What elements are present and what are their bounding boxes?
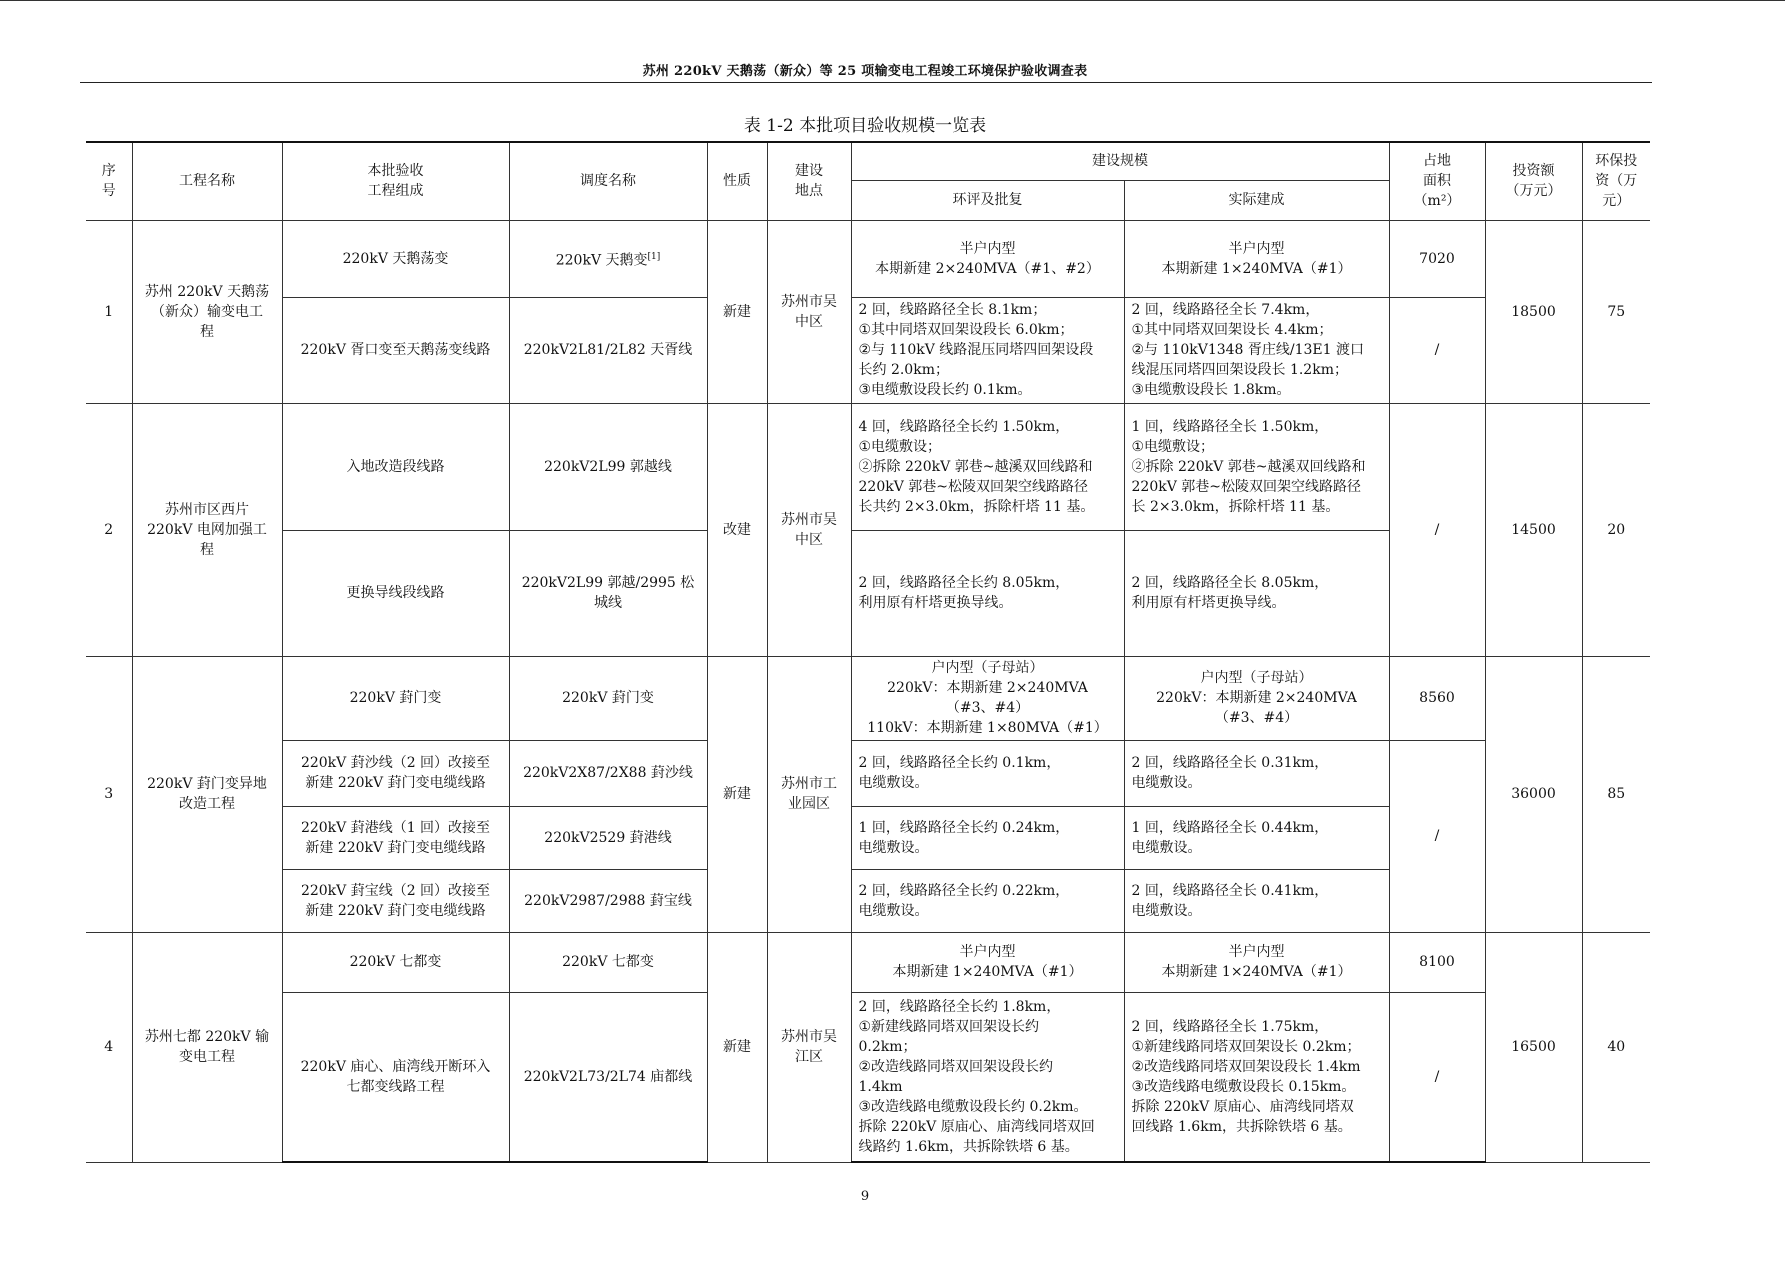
header-investment: 投资额 （万元） xyxy=(1485,142,1582,220)
dispatch-cell xyxy=(509,220,707,297)
page-number: 9 xyxy=(860,1189,870,1204)
actual-scale-cell: 2 回，线路路径全长 8.05km， 利用原有杆塔更换导线。 xyxy=(1124,530,1389,656)
nature-cell: 新建 xyxy=(707,932,767,1162)
approved-scale-cell: 2 回，线路路径全长约 1.8km， ①新建线路同塔双回架设长约 0.2km； ②改造线路同塔双回架设段长约 1.4km ③改造线路电缆敷设段长约 0.2km。 拆除 220kV 原庙心、庙湾线同塔双回 线路约 1.6km，共拆除铁塔 6 基。 xyxy=(851,992,1124,1162)
table-row xyxy=(86,932,1650,992)
header-seq: 序 号 xyxy=(86,142,132,220)
dispatch-cell: 220kV2X87/2X88 葑沙线 xyxy=(509,740,707,806)
seq-cell: 2 xyxy=(86,403,132,656)
header-dispatch-name: 调度名称 xyxy=(509,142,707,220)
project-name-cell: 苏州 220kV 天鹅荡 （新众）输变电工 程 xyxy=(132,220,282,403)
dispatch-cell: 220kV2L99 郭越/2995 松 城线 xyxy=(509,530,707,656)
composition-cell: 220kV 葑港线（1 回）改接至 新建 220kV 葑门变电缆线路 xyxy=(282,806,509,869)
approved-scale-cell: 2 回，线路路径全长 8.1km； ①其中同塔双回架设段长 6.0km； ②与 110kV 线路混压同塔四回架设段 长约 2.0km； ③电缆敷设段长约 0.1km。 xyxy=(851,297,1124,403)
nature-cell: 改建 xyxy=(707,403,767,656)
dispatch-cell: 220kV2L73/2L74 庙都线 xyxy=(509,992,707,1162)
project-name-cell: 苏州七都 220kV 输 变电工程 xyxy=(132,932,282,1162)
actual-scale-cell: 2 回，线路路径全长 0.41km， 电缆敷设。 xyxy=(1124,869,1389,932)
approved-scale-cell: 4 回，线路路径全长约 1.50km， ①电缆敷设； ②拆除 220kV 郭巷~越溪双回线路和 220kV 郭巷~松陵双回架空线路路径 长共约 2×3.0km，拆除杆塔 11 基。 xyxy=(851,403,1124,530)
approved-scale-cell: 2 回，线路路径全长约 8.05km， 利用原有杆塔更换导线。 xyxy=(851,530,1124,656)
land-area-cell: / xyxy=(1389,992,1485,1162)
approved-scale-cell: 2 回，线路路径全长约 0.1km， 电缆敷设。 xyxy=(851,740,1124,806)
composition-cell: 220kV 七都变 xyxy=(282,932,509,992)
running-header: 苏州 220kV 天鹅荡（新众）等 25 项输变电工程竣工环境保护验收调查表 xyxy=(642,64,1088,79)
dispatch-cell: 220kV2529 葑港线 xyxy=(509,806,707,869)
approved-scale-cell: 户内型（子母站） 220kV：本期新建 2×240MVA （#3、#4） 110kV：本期新建 1×80MVA（#1） xyxy=(851,656,1124,740)
acceptance-scale-table xyxy=(86,141,1650,1163)
location-cell: 苏州市吴 中区 xyxy=(767,403,851,656)
composition-cell: 220kV 葑门变 xyxy=(282,656,509,740)
investment-cell: 18500 xyxy=(1485,220,1582,403)
dispatch-cell: 220kV2987/2988 葑宝线 xyxy=(509,869,707,932)
table-row xyxy=(86,220,1650,297)
table-title: 表 1-2 本批项目验收规模一览表 xyxy=(743,116,987,136)
approved-scale-cell: 半户内型 本期新建 1×240MVA（#1） xyxy=(851,932,1124,992)
dispatch-cell: 220kV2L81/2L82 天胥线 xyxy=(509,297,707,403)
seq-cell: 1 xyxy=(86,220,132,403)
header-land-area: 占地 面积 （m²） xyxy=(1389,142,1485,220)
actual-scale-cell: 户内型（子母站） 220kV：本期新建 2×240MVA （#3、#4） xyxy=(1124,656,1389,740)
dispatch-footnote-ref: [1] xyxy=(647,251,661,262)
dispatch-text: 220kV 天鹅变 xyxy=(555,252,648,269)
actual-scale-cell: 半户内型 本期新建 1×240MVA（#1） xyxy=(1124,220,1389,297)
header-scale-approved: 环评及批复 xyxy=(851,180,1124,220)
table-row xyxy=(86,403,1650,530)
land-area-cell: 7020 xyxy=(1389,220,1485,297)
approved-scale-cell: 2 回，线路路径全长约 0.22km， 电缆敷设。 xyxy=(851,869,1124,932)
header-location: 建设 地点 xyxy=(767,142,851,220)
table-row xyxy=(86,656,1650,740)
location-cell: 苏州市工 业园区 xyxy=(767,656,851,932)
composition-cell: 220kV 天鹅荡变 xyxy=(282,220,509,297)
actual-scale-cell: 2 回，线路路径全长 7.4km， ①其中同塔双回架设长 4.4km； ②与 110kV1348 胥庄线/13E1 渡口 线混压同塔四回架设段长 1.2km； ③电缆敷设段长 1.8km。 xyxy=(1124,297,1389,403)
actual-scale-cell: 1 回，线路路径全长 0.44km， 电缆敷设。 xyxy=(1124,806,1389,869)
project-name-cell: 220kV 葑门变异地 改造工程 xyxy=(132,656,282,932)
composition-cell: 更换导线段线路 xyxy=(282,530,509,656)
composition-cell: 220kV 葑宝线（2 回）改接至 新建 220kV 葑门变电缆线路 xyxy=(282,869,509,932)
page-top-border xyxy=(0,0,1785,1)
composition-cell: 220kV 庙心、庙湾线开断环入 七都变线路工程 xyxy=(282,992,509,1162)
table-row xyxy=(86,297,1650,403)
env-investment-cell: 75 xyxy=(1582,220,1650,403)
actual-scale-cell: 2 回，线路路径全长 0.31km， 电缆敷设。 xyxy=(1124,740,1389,806)
land-area-cell: / xyxy=(1389,403,1485,656)
dispatch-cell: 220kV2L99 郭越线 xyxy=(509,403,707,530)
approved-scale-cell: 半户内型 本期新建 2×240MVA（#1、#2） xyxy=(851,220,1124,297)
seq-cell: 4 xyxy=(86,932,132,1162)
actual-scale-cell: 2 回，线路路径全长 1.75km， ①新建线路同塔双回架设长 0.2km； ②改造线路同塔双回架设段长 1.4km ③改造线路电缆敷设段长 0.15km。 拆除 220kV 原庙心、庙湾线同塔双 回线路 1.6km，共拆除铁塔 6 基。 xyxy=(1124,992,1389,1162)
env-investment-cell: 20 xyxy=(1582,403,1650,656)
dispatch-cell: 220kV 葑门变 xyxy=(509,656,707,740)
approved-scale-cell: 1 回，线路路径全长约 0.24km， 电缆敷设。 xyxy=(851,806,1124,869)
header-scale: 建设规模 xyxy=(851,142,1389,180)
nature-cell: 新建 xyxy=(707,656,767,932)
project-name-cell: 苏州市区西片 220kV 电网加强工 程 xyxy=(132,403,282,656)
location-cell: 苏州市吴 江区 xyxy=(767,932,851,1162)
dispatch-cell: 220kV 七都变 xyxy=(509,932,707,992)
land-area-cell: / xyxy=(1389,297,1485,403)
investment-cell: 36000 xyxy=(1485,656,1582,932)
investment-cell: 16500 xyxy=(1485,932,1582,1162)
header-nature: 性质 xyxy=(707,142,767,220)
investment-cell: 14500 xyxy=(1485,403,1582,656)
land-area-cell: 8560 xyxy=(1389,656,1485,740)
composition-cell: 入地改造段线路 xyxy=(282,403,509,530)
header-rule xyxy=(80,82,1652,83)
actual-scale-cell: 1 回，线路路径全长 1.50km， ①电缆敷设； ②拆除 220kV 郭巷~越溪双回线路和 220kV 郭巷~松陵双回架空线路路径 长 2×3.0km，拆除杆塔 11 基。 xyxy=(1124,403,1389,530)
nature-cell: 新建 xyxy=(707,220,767,403)
composition-cell: 220kV 胥口变至天鹅荡变线路 xyxy=(282,297,509,403)
composition-cell: 220kV 葑沙线（2 回）改接至 新建 220kV 葑门变电缆线路 xyxy=(282,740,509,806)
land-area-cell: / xyxy=(1389,740,1485,932)
header-composition: 本批验收 工程组成 xyxy=(282,142,509,220)
header-scale-actual: 实际建成 xyxy=(1124,180,1389,220)
env-investment-cell: 85 xyxy=(1582,656,1650,932)
env-investment-cell: 40 xyxy=(1582,932,1650,1162)
land-area-cell: 8100 xyxy=(1389,932,1485,992)
location-cell: 苏州市吴 中区 xyxy=(767,220,851,403)
table-row xyxy=(86,740,1650,806)
header-env-investment: 环保投 资（万 元） xyxy=(1582,142,1650,220)
header-project-name: 工程名称 xyxy=(132,142,282,220)
table-row xyxy=(86,992,1650,1162)
seq-cell: 3 xyxy=(86,656,132,932)
actual-scale-cell: 半户内型 本期新建 1×240MVA（#1） xyxy=(1124,932,1389,992)
